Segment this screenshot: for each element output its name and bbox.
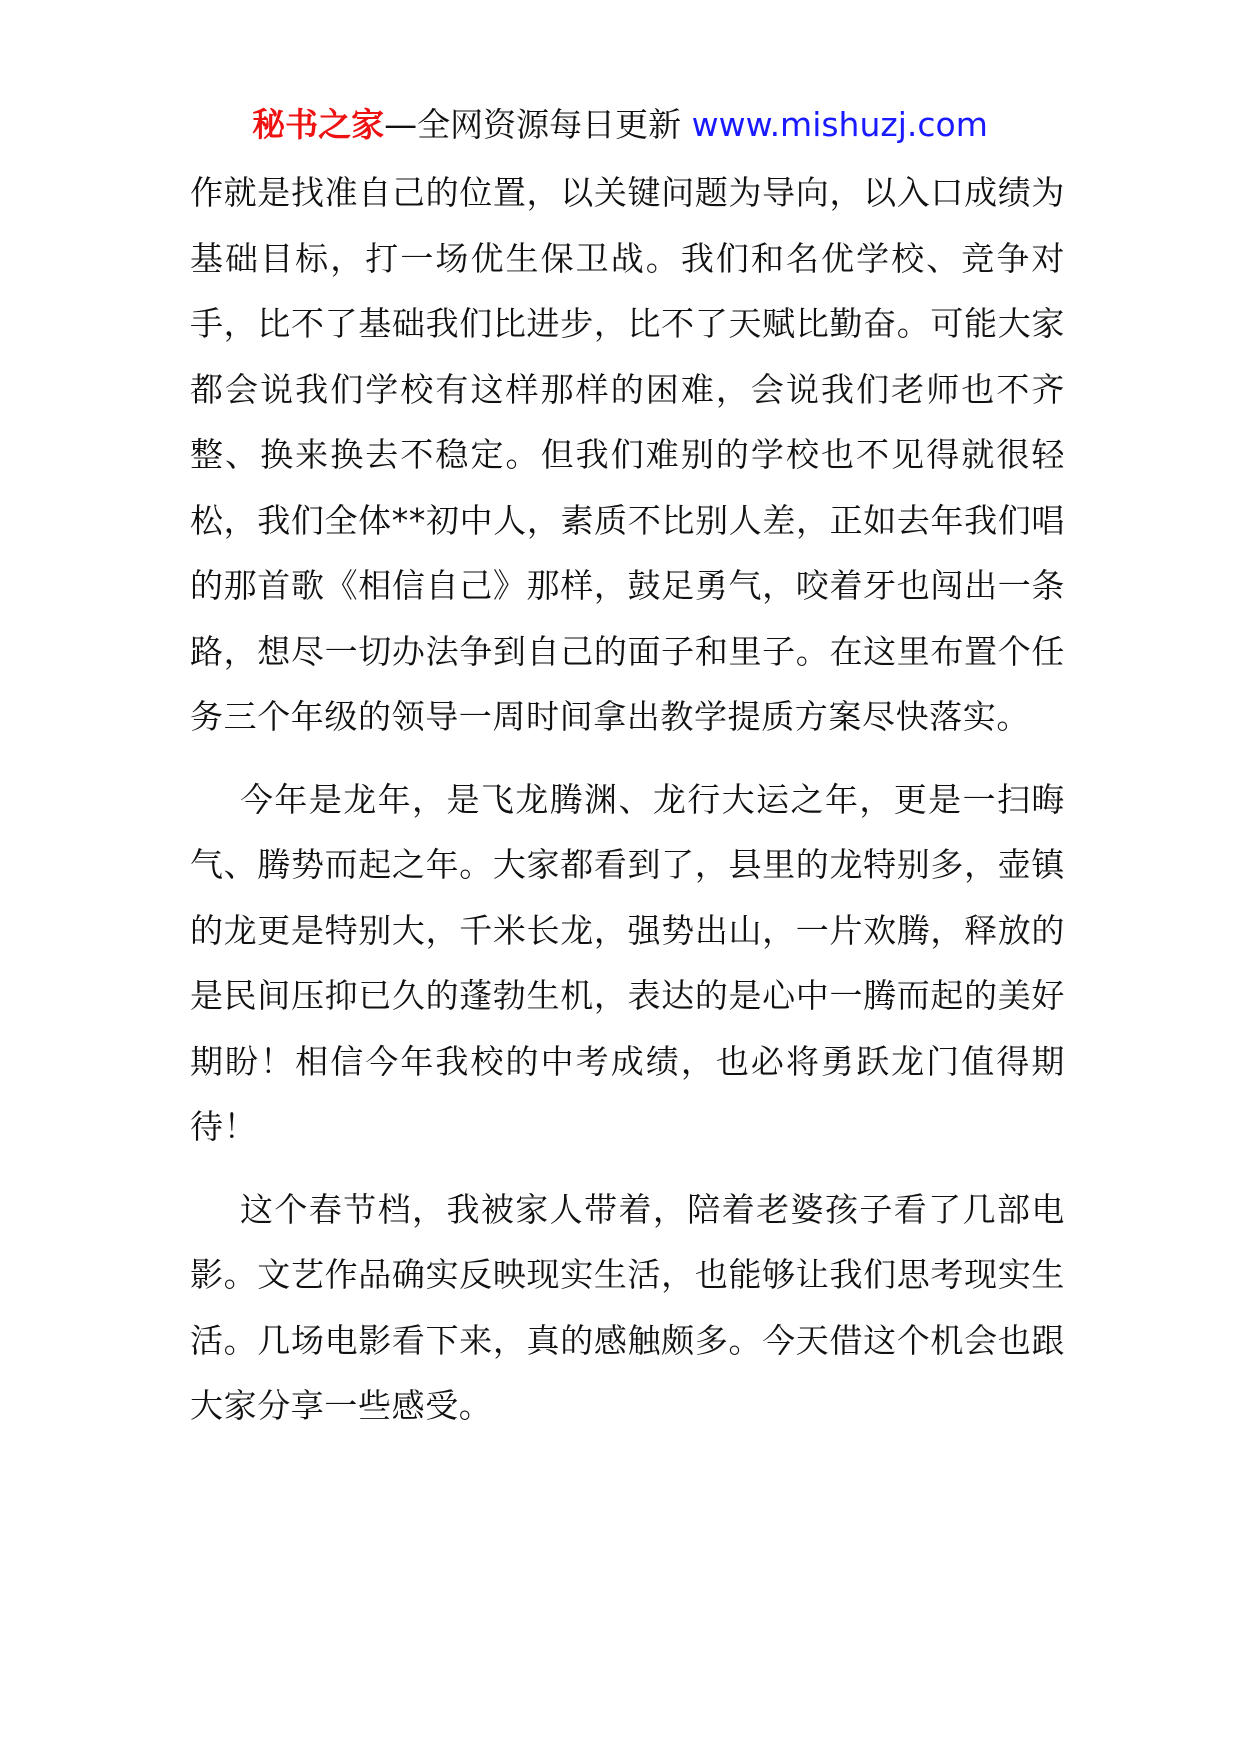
page-header bbox=[0, 100, 1240, 150]
brand-name: 秘书之家 bbox=[252, 105, 385, 144]
paragraph-continuation: 作就是找准自己的位置，以关键问题为导向，以入口成绩为基础目标，打一场优生保卫战。我们和名优学校、竞争对手，比不了基础我们比进步，比不了天赋比勤奋。可能大家都会说我们学校有这样那样的困难，会说我们老师也不齐整、换来换去不稳定。但我们难别的学校也不见得就很轻松，我们全体**初中人，素质不比别人差，正如去年我们唱的那首歌《相信自己》那样，鼓足勇气，咬着牙也闯出一条路，想尽一切办法争到自己的面子和里子。在这里布置个任务三个年级的领导一周时间拿出教学提质方案尽快落实。 bbox=[190, 173, 1065, 736]
paragraph-spring-festival-movies: 这个春节档，我被家人带着，陪着老婆孩子看了几部电影。文艺作品确实反映现实生活，也能够让我们思考现实生活。几场电影看下来，真的感触颇多。今天借这个机会也跟大家分享一些感受。 bbox=[190, 1189, 1065, 1425]
header-tagline: —全网资源每日更新 bbox=[384, 105, 692, 144]
paragraph-dragon-year: 今年是龙年，是飞龙腾渊、龙行大运之年，更是一扫晦气、腾势而起之年。大家都看到了，县里的龙特别多，壶镇的龙更是特别大，千米长龙，强势出山，一片欢腾，释放的是民间压抑已久的蓬勃生机，表达的是心中一腾而起的美好期盼！相信今年我校的中考成绩，也必将勇跃龙门值得期待！ bbox=[190, 779, 1065, 1146]
website-link[interactable]: www.mishuzj.com bbox=[691, 105, 988, 144]
document-body bbox=[190, 160, 1065, 1456]
